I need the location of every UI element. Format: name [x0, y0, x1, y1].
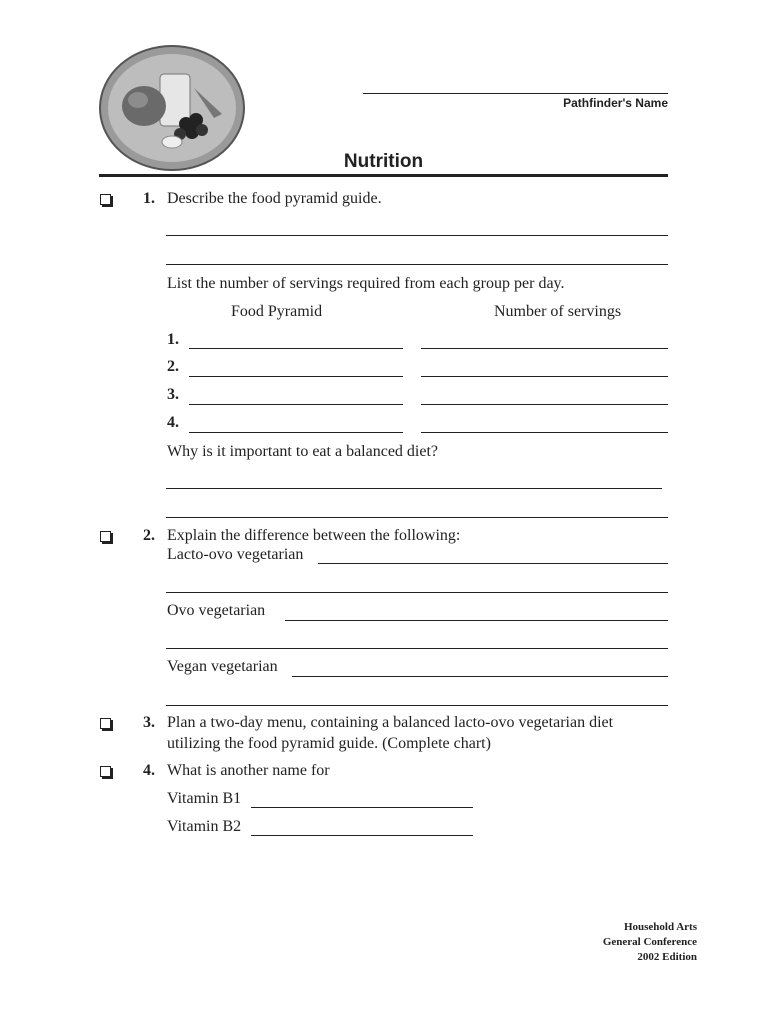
col-food-pyramid: Food Pyramid — [231, 303, 323, 320]
ovo-line-2[interactable] — [166, 648, 668, 649]
lacto-ovo-line-1[interactable] — [318, 563, 668, 564]
vitamin-b2-label: Vitamin B2 — [167, 818, 242, 835]
footer-line-2: General Conference — [602, 936, 697, 948]
q4-number: 4. — [143, 762, 155, 779]
q1-number: 1. — [143, 190, 155, 207]
q1-text: Describe the food pyramid guide. — [167, 190, 382, 207]
q1-answer-line-1[interactable] — [166, 235, 668, 236]
ovo-label: Ovo vegetarian — [167, 602, 266, 619]
food-group-line-1[interactable] — [189, 348, 403, 349]
why-answer-line-2[interactable] — [166, 517, 668, 518]
pathfinder-name-line[interactable] — [363, 93, 668, 94]
row-label-4: 4. — [167, 414, 179, 431]
checkbox-q4[interactable] — [100, 766, 111, 777]
q1-answer-line-2[interactable] — [166, 264, 668, 265]
footer-line-1: Household Arts — [623, 921, 697, 933]
checkbox-q1[interactable] — [100, 194, 111, 205]
footer-line-3: 2002 Edition — [637, 951, 697, 963]
vegan-line-1[interactable] — [292, 676, 668, 677]
q2-number: 2. — [143, 527, 155, 544]
q3-text-line-2: utilizing the food pyramid guide. (Complete chart) — [167, 735, 491, 752]
checkbox-q3[interactable] — [100, 718, 111, 729]
row-label-2: 2. — [167, 358, 179, 375]
servings-line-3[interactable] — [421, 404, 668, 405]
vitamin-b1-line[interactable] — [251, 807, 473, 808]
q4-text: What is another name for — [167, 762, 330, 779]
col-number-of-servings: Number of servings — [494, 303, 622, 320]
why-answer-line-1[interactable] — [166, 488, 662, 489]
servings-line-4[interactable] — [421, 432, 668, 433]
q1-servings-prompt: List the number of servings required from each group per day. — [167, 275, 565, 292]
vitamin-b2-line[interactable] — [251, 835, 473, 836]
checkbox-q2[interactable] — [100, 531, 111, 542]
footer — [497, 920, 697, 965]
q1-why-text: Why is it important to eat a balanced diet? — [167, 443, 439, 460]
lacto-ovo-label: Lacto-ovo vegetarian — [167, 546, 304, 563]
q2-text: Explain the difference between the following: — [167, 527, 461, 544]
row-label-3: 3. — [167, 386, 179, 403]
servings-line-1[interactable] — [421, 348, 668, 349]
page-title: Nutrition — [343, 151, 424, 172]
servings-line-2[interactable] — [421, 376, 668, 377]
q3-text-line-1: Plan a two-day menu, containing a balanced lacto-ovo vegetarian diet — [167, 714, 614, 731]
pathfinder-name-label: Pathfinder's Name — [563, 96, 668, 110]
vegan-line-2[interactable] — [166, 705, 668, 706]
food-group-line-2[interactable] — [189, 376, 403, 377]
vitamin-b1-label: Vitamin B1 — [167, 790, 242, 807]
title-rule — [99, 174, 668, 177]
ovo-line-1[interactable] — [285, 620, 668, 621]
vegan-label: Vegan vegetarian — [167, 658, 278, 675]
food-group-line-4[interactable] — [189, 432, 403, 433]
lacto-ovo-line-2[interactable] — [166, 592, 668, 593]
row-label-1: 1. — [167, 331, 179, 348]
q3-number: 3. — [143, 714, 155, 731]
food-group-line-3[interactable] — [189, 404, 403, 405]
